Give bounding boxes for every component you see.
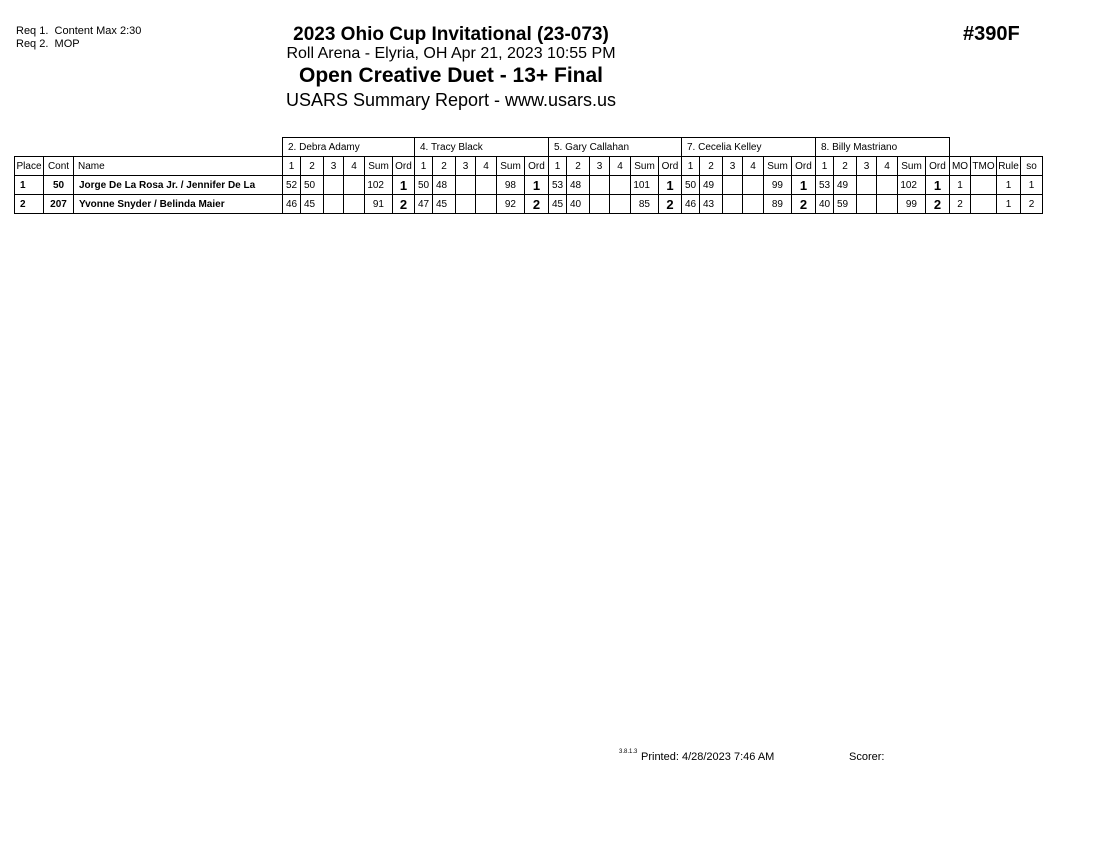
score3-header: 3: [857, 157, 877, 176]
score4-header: 4: [610, 157, 631, 176]
table-row: [15, 195, 1043, 214]
ord-header: Ord: [393, 157, 415, 176]
so-cell: 2: [1021, 195, 1043, 214]
venue-datetime: Roll Arena - Elyria, OH Apr 21, 2023 10:55 PM: [286, 45, 616, 62]
sum-cell: 99: [898, 195, 926, 214]
sum-cell: 89: [764, 195, 792, 214]
judge-header-row: [15, 138, 1043, 157]
ord-cell: 1: [393, 176, 415, 195]
score-cell: 48: [567, 176, 590, 195]
score-cell: [743, 176, 764, 195]
score1-header: 1: [549, 157, 567, 176]
score3-header: 3: [456, 157, 476, 176]
ord-cell: 2: [659, 195, 682, 214]
name-cell: Yvonne Snyder / Belinda Maier: [74, 195, 283, 214]
score-cell: [344, 195, 365, 214]
requirement-text: Content Max 2:30: [54, 25, 142, 37]
score-cell: [324, 195, 344, 214]
score-cell: 50: [415, 176, 433, 195]
so-header: so: [1021, 157, 1043, 176]
score-cell: [877, 195, 898, 214]
sum-header: Sum: [764, 157, 792, 176]
name-cell: Jorge De La Rosa Jr. / Jennifer De La: [74, 176, 283, 195]
sum-header: Sum: [631, 157, 659, 176]
score4-header: 4: [877, 157, 898, 176]
table-row: [15, 176, 1043, 195]
sum-header: Sum: [898, 157, 926, 176]
event-number: #390F: [963, 23, 1020, 45]
score2-header: 2: [567, 157, 590, 176]
ord-header: Ord: [792, 157, 816, 176]
sum-cell: 98: [497, 176, 525, 195]
results-table: [14, 137, 1043, 214]
rule-header: Rule: [997, 157, 1021, 176]
competition-title: 2023 Ohio Cup Invitational (23-073): [293, 24, 609, 45]
score-cell: [456, 195, 476, 214]
score-cell: [610, 195, 631, 214]
requirement-text: MOP: [54, 38, 80, 50]
judge-name: 5. Gary Callahan: [549, 138, 682, 157]
judge-name: 4. Tracy Black: [415, 138, 549, 157]
score-cell: [344, 176, 365, 195]
sum-header: Sum: [497, 157, 525, 176]
ord-cell: 2: [393, 195, 415, 214]
cont-cell: 207: [44, 195, 74, 214]
judge-name: 8. Billy Mastriano: [816, 138, 950, 157]
score-cell: 40: [816, 195, 834, 214]
rule-cell: 1: [997, 176, 1021, 195]
place-cell: 1: [15, 176, 44, 195]
requirement-label: Req 2.: [16, 38, 49, 50]
score2-header: 2: [301, 157, 324, 176]
mo-header: MO: [950, 157, 971, 176]
score-cell: 53: [816, 176, 834, 195]
place-cell: 2: [15, 195, 44, 214]
name-header: Name: [74, 157, 283, 176]
score-cell: 49: [700, 176, 723, 195]
sum-cell: 99: [764, 176, 792, 195]
requirement-label: Req 1.: [16, 25, 49, 37]
score-cell: 50: [682, 176, 700, 195]
score-cell: [590, 195, 610, 214]
score-cell: [857, 176, 877, 195]
score-cell: 45: [433, 195, 456, 214]
ord-header: Ord: [659, 157, 682, 176]
score-cell: [723, 176, 743, 195]
score-cell: 47: [415, 195, 433, 214]
score3-header: 3: [590, 157, 610, 176]
score-cell: 45: [301, 195, 324, 214]
score-cell: 49: [834, 176, 857, 195]
score2-header: 2: [700, 157, 723, 176]
column-header-row: [15, 157, 1043, 176]
score4-header: 4: [344, 157, 365, 176]
score-cell: 45: [549, 195, 567, 214]
score-cell: [456, 176, 476, 195]
score4-header: 4: [743, 157, 764, 176]
tmo-cell: [971, 176, 997, 195]
score3-header: 3: [324, 157, 344, 176]
ord-cell: 1: [926, 176, 950, 195]
score1-header: 1: [283, 157, 301, 176]
judge-name: 2. Debra Adamy: [283, 138, 415, 157]
score2-header: 2: [834, 157, 857, 176]
score-cell: [723, 195, 743, 214]
score-cell: [476, 195, 497, 214]
sum-cell: 101: [631, 176, 659, 195]
score-cell: 50: [301, 176, 324, 195]
tmo-cell: [971, 195, 997, 214]
score-cell: [324, 176, 344, 195]
score-cell: 43: [700, 195, 723, 214]
so-cell: 1: [1021, 176, 1043, 195]
sum-cell: 91: [365, 195, 393, 214]
score-cell: [877, 176, 898, 195]
score-cell: [476, 176, 497, 195]
printed-timestamp: Printed: 4/28/2023 7:46 AM: [641, 751, 775, 763]
software-version: 3.8.1.3: [619, 749, 638, 755]
score1-header: 1: [816, 157, 834, 176]
ord-cell: 1: [659, 176, 682, 195]
sum-cell: 102: [365, 176, 393, 195]
score-cell: 46: [283, 195, 301, 214]
place-header: Place: [15, 157, 44, 176]
mo-cell: 2: [950, 195, 971, 214]
rule-cell: 1: [997, 195, 1021, 214]
score-cell: 46: [682, 195, 700, 214]
ord-cell: 2: [525, 195, 549, 214]
score1-header: 1: [415, 157, 433, 176]
score3-header: 3: [723, 157, 743, 176]
event-title: Open Creative Duet - 13+ Final: [298, 64, 603, 87]
scorer-label: Scorer:: [849, 751, 885, 763]
ord-cell: 1: [792, 176, 816, 195]
score-cell: 59: [834, 195, 857, 214]
report-title: USARS Summary Report - www.usars.us: [285, 90, 617, 110]
ord-cell: 2: [926, 195, 950, 214]
score-cell: 40: [567, 195, 590, 214]
score-cell: [590, 176, 610, 195]
sum-cell: 92: [497, 195, 525, 214]
cont-cell: 50: [44, 176, 74, 195]
sum-cell: 102: [898, 176, 926, 195]
judge-name: 7. Cecelia Kelley: [682, 138, 816, 157]
ord-header: Ord: [926, 157, 950, 176]
cont-header: Cont: [44, 157, 74, 176]
sum-cell: 85: [631, 195, 659, 214]
score-cell: [743, 195, 764, 214]
mo-cell: 1: [950, 176, 971, 195]
score-cell: 53: [549, 176, 567, 195]
score2-header: 2: [433, 157, 456, 176]
tmo-header: TMO: [971, 157, 997, 176]
score-cell: [857, 195, 877, 214]
ord-cell: 2: [792, 195, 816, 214]
score-cell: [610, 176, 631, 195]
sum-header: Sum: [365, 157, 393, 176]
score-cell: 48: [433, 176, 456, 195]
score4-header: 4: [476, 157, 497, 176]
score-cell: 52: [283, 176, 301, 195]
ord-header: Ord: [525, 157, 549, 176]
score1-header: 1: [682, 157, 700, 176]
ord-cell: 1: [525, 176, 549, 195]
